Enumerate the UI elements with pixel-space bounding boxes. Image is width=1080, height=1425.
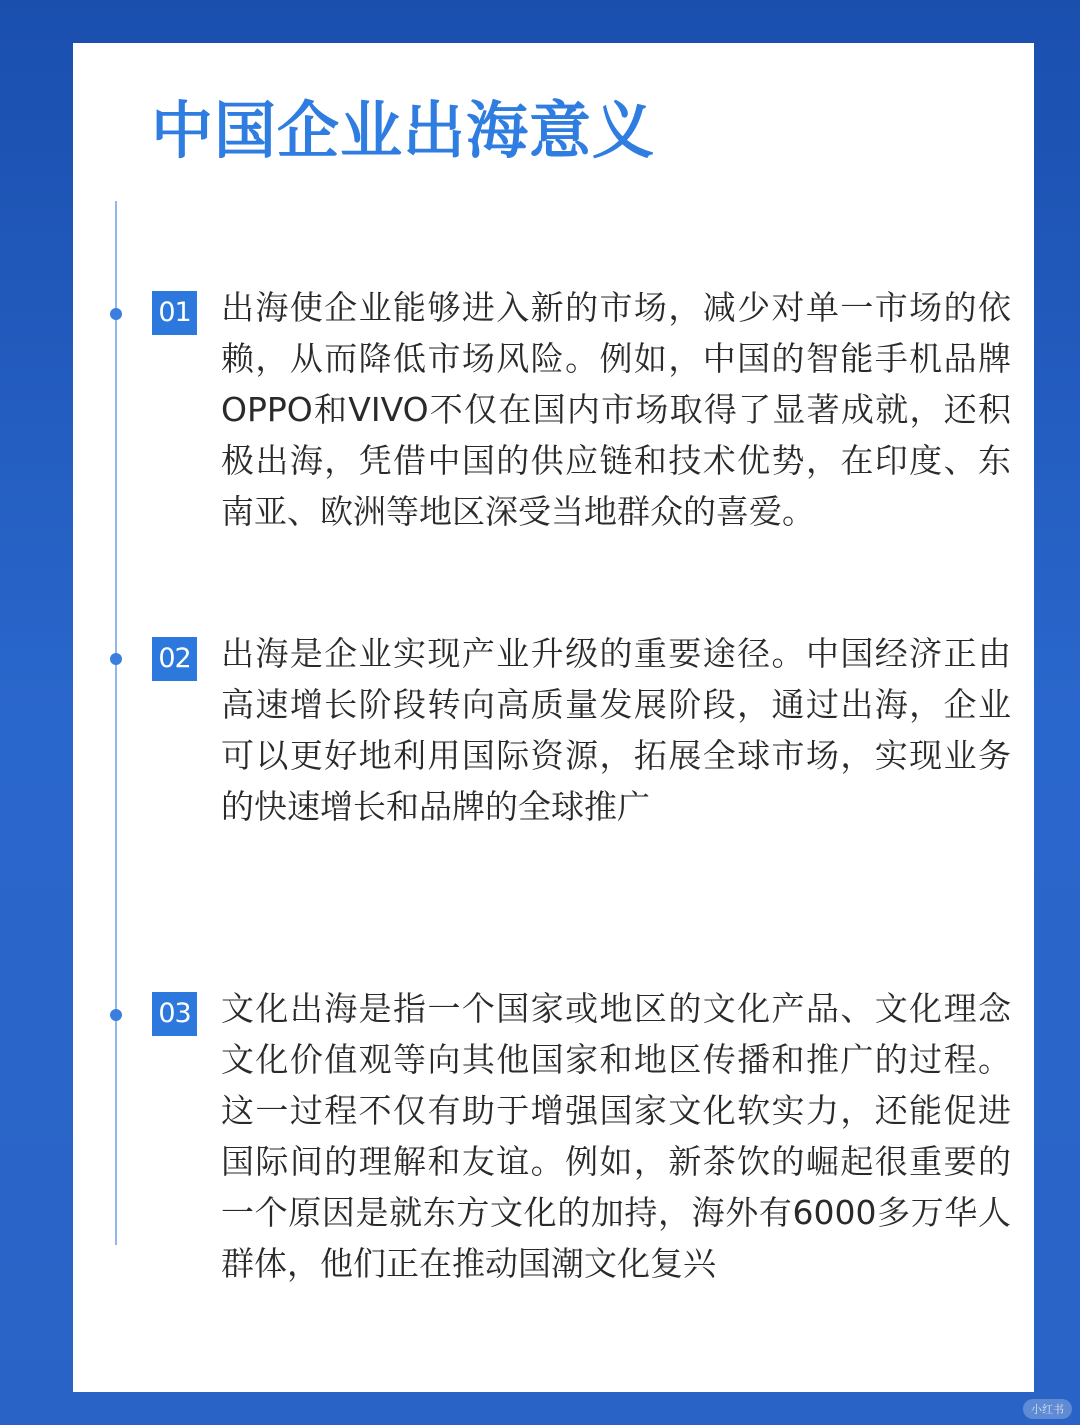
item-text: 出海是企业实现产业升级的重要途径。中国经济正由高速增长阶段转向高质量发展阶段，通过出海，企业可以更好地利用国际资源，拓展全球市场，实现业务的快速增长和品牌的全球推广 bbox=[221, 634, 1011, 826]
item-number-badge: 03 bbox=[152, 992, 197, 1036]
item-text: 出海使企业能够进入新的市场，减少对单一市场的依赖，从而降低市场风险。例如，中国的智能手机品牌OPPO和VIVO不仅在国内市场取得了显著成就，还积极出海，凭借中国的供应链和技术优势，在印度、东南亚、欧洲等地区深受当地群众的喜爱。 bbox=[221, 288, 1011, 531]
timeline-line bbox=[115, 201, 117, 1245]
item-number-badge: 02 bbox=[152, 637, 197, 681]
page-title: 中国企业出海意义 bbox=[151, 94, 656, 167]
watermark: 小红书 bbox=[1023, 1399, 1072, 1419]
timeline-dot bbox=[110, 653, 122, 665]
item-text: 文化出海是指一个国家或地区的文化产品、文化理念文化价值观等向其他国家和地区传播和推广的过程。这一过程不仅有助于增强国家文化软实力，还能促进国际间的理解和友谊。例如，新茶饮的崛起很重要的一个原因是就东方文化的加持，海外有6000多万华人群体，他们正在推动国潮文化复兴 bbox=[221, 989, 1011, 1283]
timeline-dot bbox=[110, 1009, 122, 1021]
timeline-dot bbox=[110, 308, 122, 320]
item-number-badge: 01 bbox=[152, 291, 197, 335]
content-card bbox=[73, 43, 1034, 1392]
